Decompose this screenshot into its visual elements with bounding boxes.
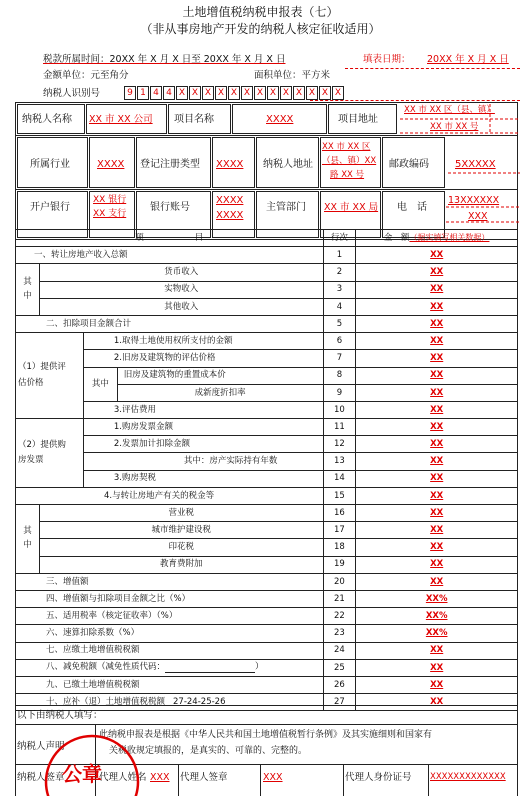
amount-value[interactable]: XX <box>356 487 518 504</box>
row-number: 3 <box>323 281 356 298</box>
phone-value-1[interactable]: 13XXXXXX <box>448 195 500 206</box>
industry-label: 所属行业 <box>30 159 70 170</box>
phone-label: 电 话 <box>397 202 427 213</box>
amount-value[interactable]: XX <box>356 247 518 264</box>
item-label-text: 四、增值额与扣除项目金额之比（%） <box>46 593 191 604</box>
item-label-text: 城市维护建设税 <box>151 525 211 536</box>
taxpayer-name-label: 纳税人名称 <box>22 114 72 125</box>
amount-value[interactable]: XX <box>356 522 518 539</box>
amount-value[interactable]: XX <box>356 470 518 487</box>
qizhong-tax-label: 其 中 <box>16 505 40 574</box>
amount-value[interactable]: XX <box>356 453 518 470</box>
item-label: 八、减免税额（减免性质代码： ） <box>16 659 324 676</box>
item-label-text: 4.与转让房地产有关的税金等 <box>104 490 215 501</box>
group-label-line: 估价格 <box>18 377 44 388</box>
row-number: 18 <box>323 539 356 556</box>
col-row-header: 行次 <box>323 230 356 247</box>
form-title: 土地增值税纳税申报表（七） <box>182 5 339 19</box>
taxpayer-id-digit[interactable]: X <box>267 86 279 100</box>
item-label-text: 3.评估费用 <box>113 404 156 415</box>
row-number: 13 <box>323 453 356 470</box>
row-number: 8 <box>323 367 356 384</box>
amount-value[interactable]: XX <box>356 333 518 350</box>
amount-value[interactable]: XX <box>356 384 518 401</box>
item-label-text: 1.购房发票金额 <box>113 421 173 432</box>
item-label-text: 2.发票加计扣除金额 <box>113 439 190 450</box>
form-subtitle: （非从事房地产开发的纳税人核定征收适用） <box>140 22 381 36</box>
taxpayer-id-label: 纳税人识别号 <box>43 88 101 99</box>
fill-date-label: 填表日期： <box>363 54 411 65</box>
row-number: 21 <box>323 590 356 607</box>
amount-value[interactable]: XX <box>356 401 518 418</box>
project-addr-value-2[interactable]: XX 市 XX 号 <box>430 122 479 132</box>
tax-period[interactable]: 税款所属时间：20XX 年 X 月 X 日至 20XX 年 X 月 X 日 <box>43 54 286 65</box>
row-number: 16 <box>323 505 356 522</box>
amount-unit: 金额单位：元至角分 <box>43 70 129 81</box>
taxpayer-id-digit[interactable]: X <box>215 86 227 100</box>
amount-value[interactable]: XX <box>356 676 518 693</box>
account-label: 银行账号 <box>150 202 190 213</box>
row-number: 27 <box>323 694 356 711</box>
item-label-text: 二、扣除项目金额合计 <box>46 318 132 329</box>
amount-value[interactable]: XX% <box>356 608 518 625</box>
project-name-value[interactable]: XXXX <box>266 114 294 125</box>
amount-value[interactable]: XX <box>356 350 518 367</box>
taxpayer-addr-1[interactable]: XX 市 XX 区 <box>322 142 371 152</box>
item-label-text: 八、减免税额（减免性质代码： <box>46 662 166 673</box>
taxpayer-addr-3[interactable]: 路 XX 号 <box>330 170 365 180</box>
row-number: 26 <box>323 676 356 693</box>
row-number: 7 <box>323 350 356 367</box>
row-number: 19 <box>323 556 356 573</box>
amount-value[interactable]: XX <box>356 539 518 556</box>
fill-by-label: 以下由纳税人填写： <box>17 710 103 721</box>
account-value-2[interactable]: XXXX <box>216 210 244 221</box>
taxpayer-id-digit[interactable]: X <box>189 86 201 100</box>
col-amount-label: 金 额 <box>383 232 410 243</box>
amount-value[interactable]: XX <box>356 659 518 676</box>
bank-value-1[interactable]: XX 银行 <box>93 195 127 205</box>
item-label-text: 1.取得土地使用权所支付的金额 <box>113 335 233 346</box>
item-label-text: 实物收入 <box>164 284 199 295</box>
amount-value[interactable]: XX <box>356 573 518 590</box>
taxpayer-id-digit[interactable]: 1 <box>137 86 149 100</box>
amount-value[interactable]: XX <box>356 419 518 436</box>
agent-sign-value[interactable]: XXX <box>263 772 283 783</box>
taxpayer-name-value[interactable]: XX 市 XX 公司 <box>89 114 153 125</box>
bank-value-2[interactable]: XX 支行 <box>93 209 127 219</box>
item-label-text: 2.旧房及建筑物的评估价格 <box>113 353 216 364</box>
row-number: 2 <box>323 264 356 281</box>
agent-id-value[interactable]: XXXXXXXXXXXXX <box>430 772 506 782</box>
postcode-label: 邮政编码 <box>389 159 429 170</box>
taxpayer-id-digit[interactable]: X <box>332 86 344 100</box>
amount-value[interactable]: XX <box>356 694 518 711</box>
fill-date-value[interactable]: 20XX 年 X 月 X 日 <box>427 54 509 65</box>
taxpayer-id-digit[interactable]: X <box>228 86 240 100</box>
group-label-line: （2）提供购 <box>18 439 66 450</box>
row-number: 14 <box>323 470 356 487</box>
amount-value[interactable]: XX <box>356 367 518 384</box>
row-number: 20 <box>323 573 356 590</box>
row-number: 15 <box>323 487 356 504</box>
amount-value[interactable]: XX <box>356 642 518 659</box>
item-label-text: 旧房及建筑物的重置成本价 <box>123 370 226 381</box>
qizhong-sub-label: 其中 <box>83 367 117 401</box>
taxpayer-id-digit[interactable]: X <box>202 86 214 100</box>
col-amount-note: （据实填写相关数据） <box>409 232 490 242</box>
taxpayer-addr-label: 纳税人地址 <box>263 159 313 170</box>
item-label-text: 六、速算扣除系数（%） <box>46 628 140 639</box>
item-label-text: 十、应补（退）土地增值税税额 <box>46 696 166 707</box>
declare-text-2: 关税收规定填报的，是真实的、可靠的、完整的。 <box>109 746 308 756</box>
project-addr-label: 项目地址 <box>338 114 378 125</box>
row-number: 17 <box>323 522 356 539</box>
taxpayer-id-digit[interactable]: 9 <box>124 86 136 100</box>
agent-name-label: 代理人姓名 <box>99 772 147 783</box>
item-label-text: 营业税 <box>168 507 194 518</box>
row-number: 9 <box>323 384 356 401</box>
group-label-line: 房发票 <box>18 454 44 465</box>
stamp-text: 公章 <box>62 762 102 786</box>
taxpayer-id-digit[interactable]: X <box>306 86 318 100</box>
item-label-text: 成新度折扣率 <box>194 387 246 398</box>
item-label-text: 教育费附加 <box>159 559 203 570</box>
row-number: 24 <box>323 642 356 659</box>
amount-value[interactable]: XX <box>356 556 518 573</box>
phone-value-2[interactable]: XXX <box>468 211 488 222</box>
row-number: 10 <box>323 401 356 418</box>
agent-name-value[interactable]: XXX <box>150 772 170 783</box>
qizhong-label: 其 中 <box>16 264 40 316</box>
taxpayer-id-digit[interactable]: X <box>293 86 305 100</box>
amount-value[interactable]: XX <box>356 505 518 522</box>
row-number: 1 <box>323 247 356 264</box>
project-addr-value-1[interactable]: XX 市 XX 区（县、镇） <box>404 105 495 115</box>
amount-value[interactable]: XX% <box>356 590 518 607</box>
item-label-text: 三、增值额 <box>46 576 89 587</box>
row-number: 23 <box>323 625 356 642</box>
agent-sign-label: 代理人签章 <box>180 772 228 783</box>
bank-label: 开户银行 <box>30 202 70 213</box>
amount-value[interactable]: XX <box>356 298 518 315</box>
agent-id-label: 代理人身份证号 <box>345 772 412 783</box>
amount-value[interactable]: XX <box>356 264 518 281</box>
item-label-text: 其他收入 <box>164 301 199 312</box>
reg-type-label: 登记注册类型 <box>140 159 200 170</box>
project-name-label: 项目名称 <box>174 114 214 125</box>
declare-label: 纳税人声明 <box>17 741 65 752</box>
taxpayer-id-digit[interactable]: X <box>176 86 188 100</box>
row-number: 5 <box>323 315 356 332</box>
col-item-header: 项 目 <box>16 230 324 247</box>
item-label-text: 九、已缴土地增值税税额 <box>46 679 140 690</box>
item-label-text: 一、转让房地产收入总额 <box>34 250 128 261</box>
account-value-1[interactable]: XXXX <box>216 195 244 206</box>
item-label-text: 其中：房产实际持有年数 <box>183 456 278 467</box>
amount-value[interactable]: XX <box>356 281 518 298</box>
row-number: 25 <box>323 659 356 676</box>
dept-label: 主管部门 <box>266 202 306 213</box>
amount-value[interactable]: XX <box>356 436 518 453</box>
amount-value[interactable]: XX <box>356 315 518 332</box>
postcode-value[interactable]: 5XXXXX <box>455 159 496 170</box>
taxpayer-sign-label: 纳税人签章 <box>17 772 65 783</box>
item-label-text: 五、适用税率（核定征收率）（%） <box>46 610 178 621</box>
declare-text-1: 此纳税申报表是根据《中华人民共和国土地增值税暂行条例》及其实施细则和国家有 <box>99 730 433 740</box>
taxpayer-id-digit[interactable]: X <box>280 86 292 100</box>
item-label-text: 印花税 <box>168 542 194 553</box>
dept-value[interactable]: XX 市 XX 局 <box>324 202 379 213</box>
amount-value[interactable]: XX% <box>356 625 518 642</box>
taxpayer-id-digit[interactable]: 4 <box>150 86 162 100</box>
taxpayer-id-digit[interactable]: 4 <box>163 86 175 100</box>
industry-value[interactable]: XXXX <box>97 159 125 170</box>
row-number: 12 <box>323 436 356 453</box>
item-label-text: 3.购房契税 <box>113 473 156 484</box>
group-label-line: （1）提供评 <box>18 362 66 373</box>
item-label-text: 七、应缴土地增值税税额 <box>46 645 140 656</box>
row-number: 4 <box>323 298 356 315</box>
area-unit: 面积单位：平方米 <box>254 70 331 81</box>
taxpayer-id-digit[interactable]: X <box>319 86 331 100</box>
taxpayer-id-digit[interactable]: X <box>254 86 266 100</box>
row-number: 11 <box>323 419 356 436</box>
row27-formula: 27-24-25-26 <box>173 696 226 707</box>
item-label-text: 货币收入 <box>164 267 199 278</box>
row-number: 22 <box>323 608 356 625</box>
reg-type-value[interactable]: XXXX <box>216 159 244 170</box>
row-number: 6 <box>323 333 356 350</box>
taxpayer-addr-2[interactable]: （县、镇）XX <box>322 156 377 166</box>
taxpayer-id-digit[interactable]: X <box>241 86 253 100</box>
